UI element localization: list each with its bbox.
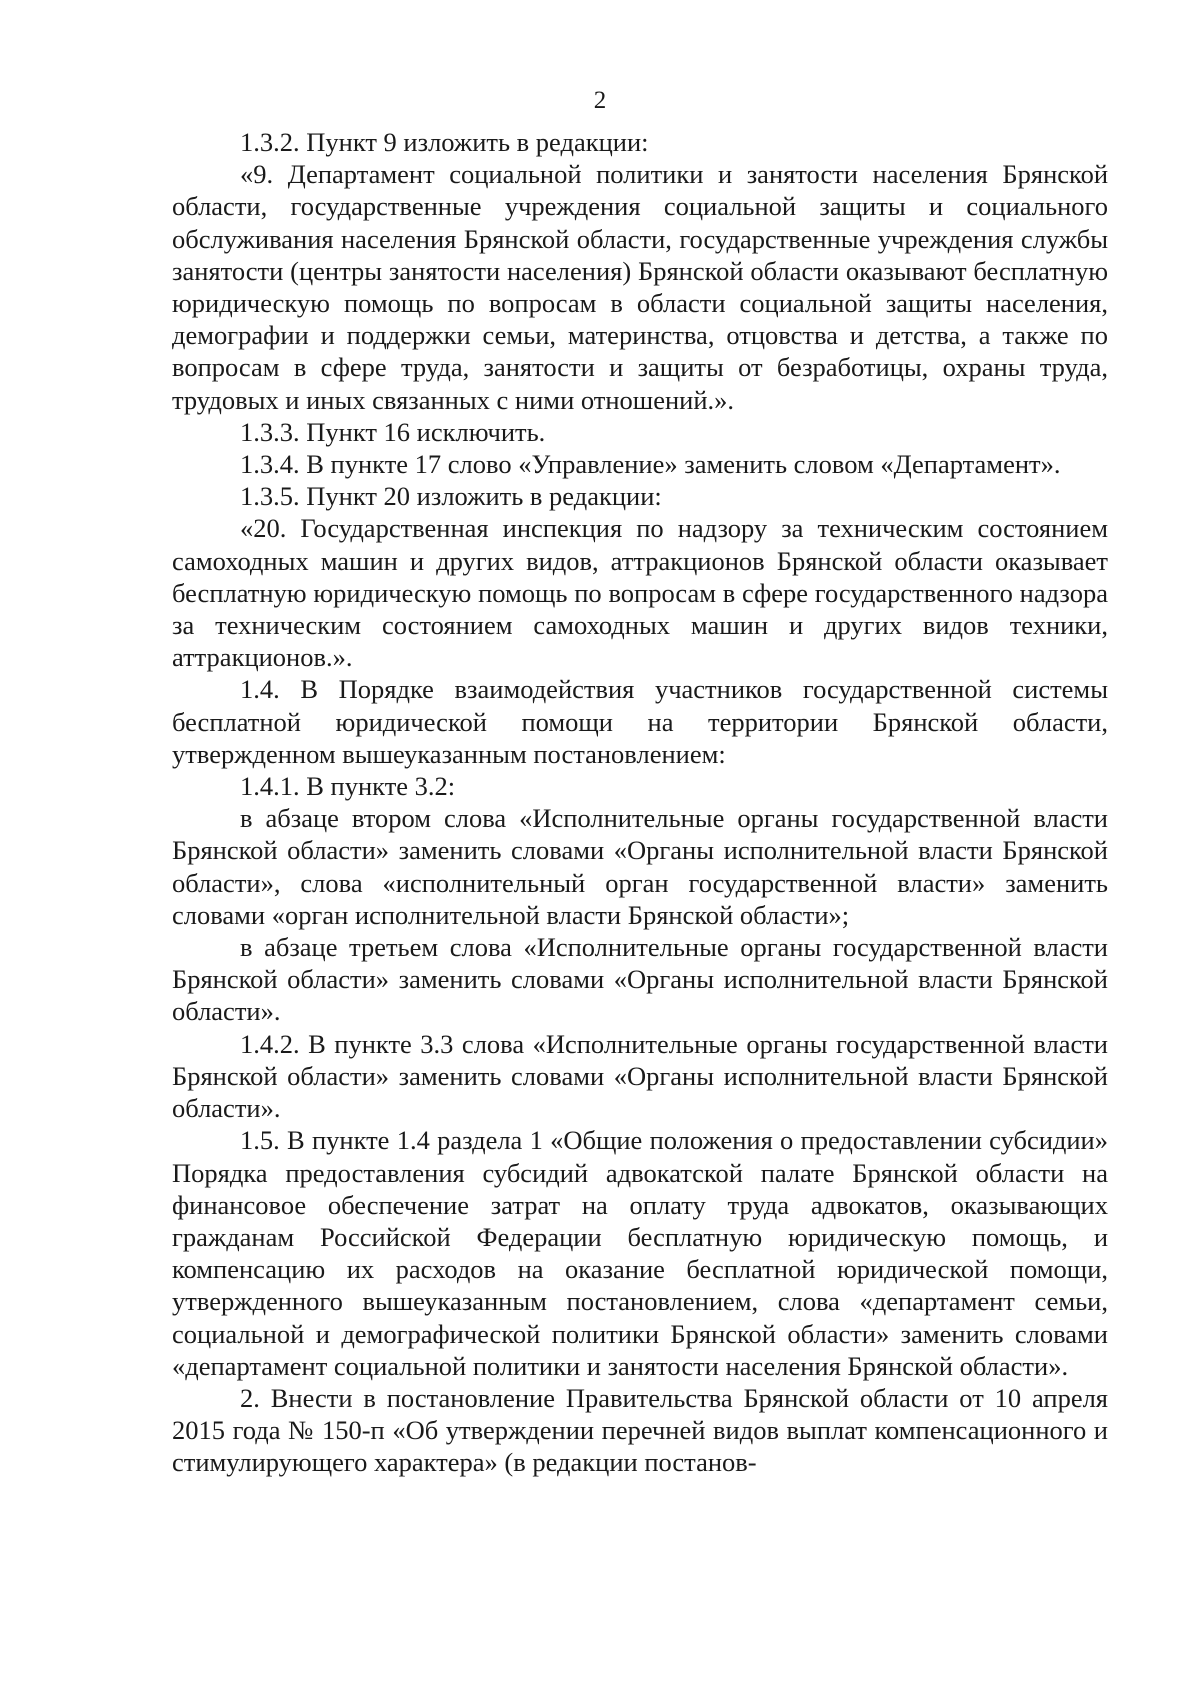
paragraph-1-3-3: 1.3.3. Пункт 16 исключить. xyxy=(240,416,546,447)
paragraph-1-4-2: 1.4.2. В пункте 3.3 слова «Исполнительные органы государственной власти Брянской области» заменить словами «Органы исполнительной власти Брянской области». xyxy=(172,1028,1108,1124)
page-number: 2 xyxy=(593,87,607,114)
paragraph-second-abzac: в абзаце втором слова «Исполнительные органы государственной власти Брянской области» заменить словами «Органы исполнительной власти Брянской области», слова «исполнительный орган государственной власти» заменить словами «орган исполнительной власти Брянской области»; xyxy=(172,803,1108,930)
document-body xyxy=(172,126,1108,1479)
paragraph-item-9-text: «9. Департамент социальной политики и занятости населения Брянской области, государственные учреждения социальной защиты и социального обслуживания населения Брянской области, государственные учреждения службы занятости (центры занятости населения) Брянской области оказывают бесплатную юридическую помощь по вопросам в области социальной защиты населения, демографии и поддержки семьи, материнства, отцовства и детства, а также по вопросам в сфере труда, занятости и защиты от безработицы, охраны труда, трудовых и иных связанных с ними отношений.». xyxy=(172,159,1108,415)
paragraph-item-20-text: «20. Государственная инспекция по надзору за техническим состоянием самоходных машин и других видов, аттракционов Брянской области оказывает бесплатную юридическую помощь по вопросам в сфере государственного надзора за техническим состоянием самоходных машин и других видов техники, аттракционов.». xyxy=(172,513,1108,673)
paragraph-1-4: 1.4. В Порядке взаимодействия участников государственной системы бесплатной юридической помощи на территории Брянской области, утвержденном вышеуказанным постановлением: xyxy=(172,674,1108,769)
paragraph-1-3-5: 1.3.5. Пункт 20 изложить в редакции: xyxy=(240,481,662,512)
paragraph-third-abzac: в абзаце третьем слова «Исполнительные органы государственной власти Брянской области» заменить словами «Органы исполнительной власти Брянской области». xyxy=(172,932,1108,1027)
paragraph-1-3-4: 1.3.4. В пункте 17 слово «Управление» заменить словом «Департамент». xyxy=(240,449,1061,480)
paragraph-1-3-2: 1.3.2. Пункт 9 изложить в редакции: xyxy=(240,127,649,157)
paragraph-2: 2. Внести в постановление Правительства Брянской области от 10 апреля 2015 года № 150-п «Об утверждении перечней видов выплат компенсационного и стимулирующего характера» (в редакции постанов- xyxy=(172,1382,1108,1478)
paragraph-1-5: 1.5. В пункте 1.4 раздела 1 «Общие положения о предоставлении субсидии» Порядка предоставления субсидий адвокатской палате Брянской области на финансовое обеспечение затрат на оплату труда адвокатов, оказывающих гражданам Российской Федерации бесплатную юридическую помощь, и компенсацию их расходов на оказание бесплатной юридической помощи, утвержденного вышеуказанным постановлением, слова «департамент семьи, социальной и демографической политики Брянской области» заменить словами «департамент социальной политики и занятости населения Брянской области». xyxy=(172,1125,1108,1381)
paragraph-1-4-1: 1.4.1. В пункте 3.2: xyxy=(240,771,456,802)
